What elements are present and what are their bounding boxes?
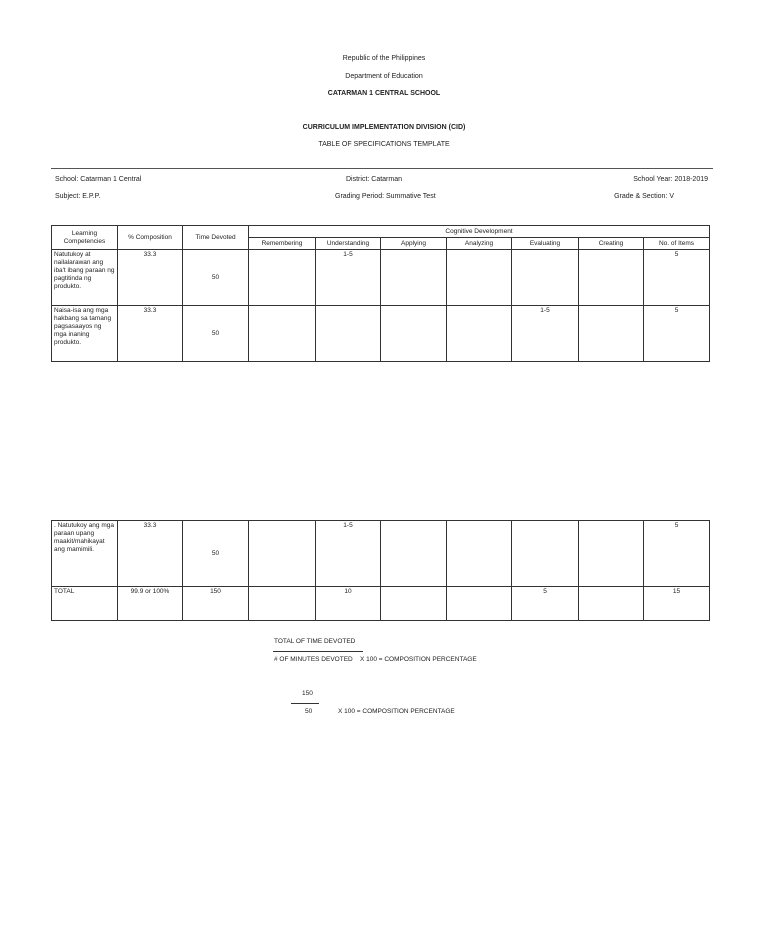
header-division: CURRICULUM IMPLEMENTATION DIVISION (CID): [302, 124, 466, 131]
col-learning-competencies: Learning Competencies: [52, 226, 118, 250]
cell-items: 5: [644, 521, 710, 587]
col-composition: % Composition: [118, 226, 183, 250]
header-template-title: TABLE OF SPECIFICATIONS TEMPLATE: [318, 141, 450, 148]
cell-total-remembering: [249, 587, 316, 621]
table-row-total: [52, 587, 710, 621]
cell-understanding: [316, 306, 381, 362]
example-tail: X 100 = COMPOSITION PERCENTAGE: [338, 708, 455, 715]
cell-creating: [579, 250, 644, 306]
cell-time: 50: [183, 306, 249, 362]
example-denominator: 50: [305, 708, 313, 715]
tos-table-continued: [51, 520, 710, 621]
cell-evaluating: 1-5: [512, 306, 579, 362]
meta-grading-period: Grading Period: Summative Test: [335, 193, 436, 200]
cell-analyzing: [447, 250, 512, 306]
example-fraction-bar: [291, 703, 319, 704]
cell-total-creating: [579, 587, 644, 621]
header-department: Department of Education: [345, 73, 423, 80]
meta-subject: Subject: E.P.P.: [55, 193, 101, 200]
cell-analyzing: [447, 521, 512, 587]
header-school-name: CATARMAN 1 CENTRAL SCHOOL: [327, 90, 441, 97]
cell-total-analyzing: [447, 587, 512, 621]
cell-composition: 33.3: [118, 521, 183, 587]
meta-school-year: School Year: 2018-2019: [633, 176, 708, 183]
cell-composition: 33.3: [118, 250, 183, 306]
table-row: [52, 521, 710, 587]
col-cognitive-development: Cognitive Development: [249, 226, 710, 238]
table-row: [52, 306, 710, 362]
cell-evaluating: [512, 250, 579, 306]
cell-applying: [381, 306, 447, 362]
meta-grade-section: Grade & Section: V: [614, 193, 674, 200]
header-republic: Republic of the Philippines: [342, 55, 426, 62]
cell-understanding: 1-5: [316, 521, 381, 587]
cell-evaluating: [512, 521, 579, 587]
cell-time: 50: [183, 521, 249, 587]
cell-total-time: 150: [183, 587, 249, 621]
cell-analyzing: [447, 306, 512, 362]
cell-items: 5: [644, 250, 710, 306]
cell-remembering: [249, 250, 316, 306]
col-applying: Applying: [381, 238, 447, 250]
col-no-of-items: No. of Items: [644, 238, 710, 250]
example-numerator: 150: [302, 690, 313, 697]
col-evaluating: Evaluating: [512, 238, 579, 250]
col-remembering: Remembering: [249, 238, 316, 250]
table-row: [52, 250, 710, 306]
cell-total-label: TOTAL: [52, 587, 118, 621]
cell-total-composition: 99.9 or 100%: [118, 587, 183, 621]
cell-competency: Natutukoy at nailalarawan ang iba't ibang paraan ng pagtitinda ng produkto.: [52, 250, 118, 306]
cell-items: 5: [644, 306, 710, 362]
cell-total-understanding: 10: [316, 587, 381, 621]
tos-table-main: [51, 225, 710, 362]
header-rule: [51, 168, 713, 169]
col-time-devoted: Time Devoted: [183, 226, 249, 250]
formula-numerator: TOTAL OF TIME DEVOTED: [274, 638, 356, 645]
cell-competency: . Natutukoy ang mga paraan upang maakit/mahikayat ang mamimili.: [52, 521, 118, 587]
cell-creating: [579, 521, 644, 587]
cell-remembering: [249, 306, 316, 362]
cell-total-evaluating: 5: [512, 587, 579, 621]
cell-time: 50: [183, 250, 249, 306]
formula-fraction-bar: [273, 651, 363, 652]
cell-competency: Naisa-isa ang mga hakbang sa tamang pagsasaayos ng mga inaning produkto.: [52, 306, 118, 362]
formula-denominator: # OF MINUTES DEVOTED X 100 = COMPOSITION PERCENTAGE: [274, 656, 477, 663]
cell-applying: [381, 521, 447, 587]
cell-total-applying: [381, 587, 447, 621]
cell-applying: [381, 250, 447, 306]
cell-total-items: 15: [644, 587, 710, 621]
col-analyzing: Analyzing: [447, 238, 512, 250]
meta-district: District: Catarman: [346, 176, 403, 183]
cell-creating: [579, 306, 644, 362]
col-creating: Creating: [579, 238, 644, 250]
meta-school: School: Catarman 1 Central: [55, 176, 142, 183]
cell-remembering: [249, 521, 316, 587]
cell-composition: 33.3: [118, 306, 183, 362]
cell-understanding: 1-5: [316, 250, 381, 306]
col-understanding: Understanding: [316, 238, 381, 250]
